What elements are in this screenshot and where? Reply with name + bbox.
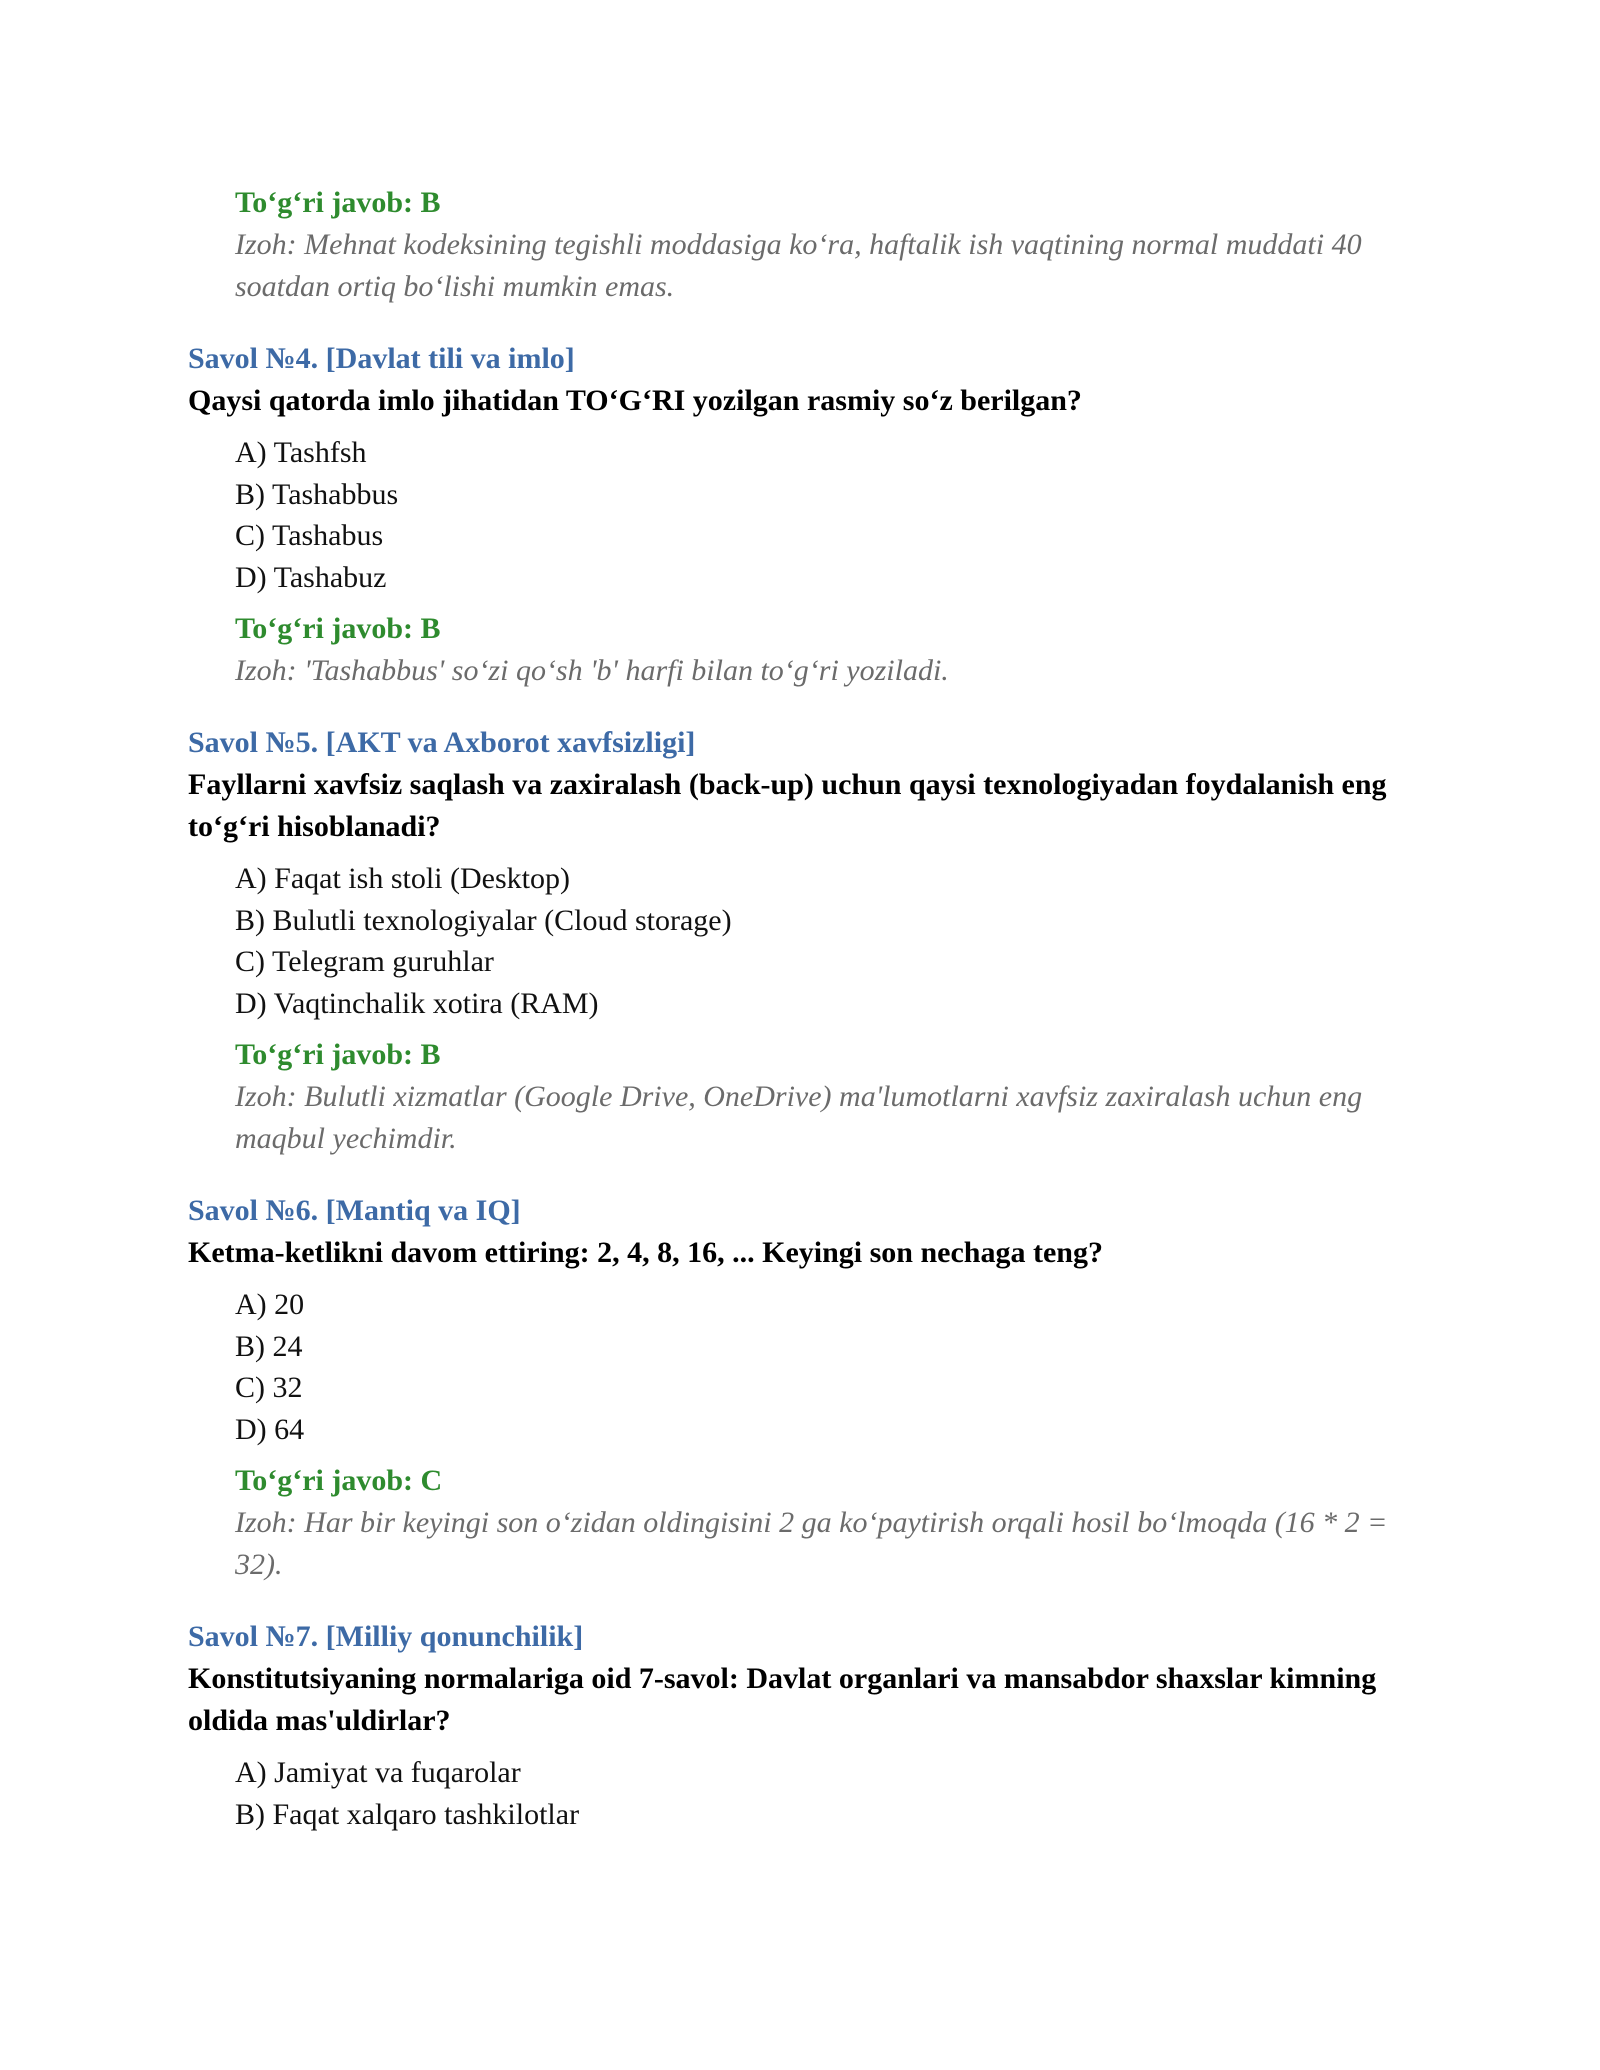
option-b: B) Tashabbus: [235, 477, 399, 511]
answer-note: Izoh: 'Tashabbus' so‘zi qo‘sh 'b' harfi bilan to‘g‘ri yoziladi.: [235, 654, 949, 687]
question-4: [188, 338, 1418, 692]
option-a: A) 20: [235, 1288, 305, 1321]
document-page: [188, 182, 1418, 1835]
option-a: A) Jamiyat va fuqarolar: [235, 1756, 521, 1789]
option-c: C) Tashabus: [235, 519, 384, 552]
question-5: [188, 722, 1418, 1160]
option-a: A) Faqat ish stoli (Desktop): [235, 862, 570, 895]
question-6: [188, 1190, 1418, 1586]
correct-answer: To‘g‘ri javob: C: [235, 1464, 443, 1497]
answer-block: [235, 608, 1418, 692]
question-heading: Savol №6. [Mantiq va IQ]: [188, 1194, 521, 1227]
options-list: [235, 1284, 1418, 1450]
option-b: B) 24: [235, 1329, 303, 1363]
options-list: [235, 858, 1418, 1024]
question-7: [188, 1616, 1418, 1835]
option-d: D) 64: [235, 1412, 305, 1446]
option-b: B) Bulutli texnologiyalar (Cloud storage): [235, 903, 732, 937]
answer-block: [235, 1460, 1418, 1586]
question-heading: Savol №7. [Milliy qonunchilik]: [188, 1620, 584, 1653]
correct-answer: To‘g‘ri javob: B: [235, 1038, 441, 1071]
option-c: C) 32: [235, 1371, 303, 1404]
option-d: D) Vaqtinchalik xotira (RAM): [235, 986, 599, 1020]
answer-block: [235, 1034, 1418, 1160]
question-text: Qaysi qatorda imlo jihatidan TO‘G‘RI yozilgan rasmiy so‘z berilgan?: [188, 384, 1082, 417]
correct-answer: To‘g‘ri javob: B: [235, 612, 441, 645]
question-heading: Savol №4. [Davlat tili va imlo]: [188, 342, 575, 375]
answer-note: Izoh: Mehnat kodeksining tegishli moddasiga ko‘ra, haftalik ish vaqtining normal muddati 40 soatdan ortiq bo‘lishi mumkin emas.: [235, 228, 1362, 303]
option-d: D) Tashabuz: [235, 560, 387, 594]
answer-block-q3: [235, 182, 1418, 308]
options-list: [235, 1752, 1418, 1835]
option-a: A) Tashfsh: [235, 436, 367, 469]
question-text: Ketma-ketlikni davom ettiring: 2, 4, 8, 16, ... Keyingi son nechaga teng?: [188, 1236, 1103, 1269]
question-heading: Savol №5. [AKT va Axborot xavfsizligi]: [188, 726, 696, 759]
answer-note: Izoh: Bulutli xizmatlar (Google Drive, OneDrive) ma'lumotlarni xavfsiz zaxiralash uchun eng maqbul yechimdir.: [235, 1080, 1363, 1155]
option-c: C) Telegram guruhlar: [235, 945, 494, 978]
question-text: Fayllarni xavfsiz saqlash va zaxiralash (back-up) uchun qaysi texnologiyadan foydalanish eng to‘g‘ri hisoblanadi?: [188, 768, 1387, 843]
question-text: Konstitutsiyaning normalariga oid 7-savol: Davlat organlari va mansabdor shaxslar kimning oldida mas'uldirlar?: [188, 1662, 1377, 1737]
option-b: B) Faqat xalqaro tashkilotlar: [235, 1797, 580, 1831]
options-list: [235, 432, 1418, 598]
answer-note: Izoh: Har bir keyingi son o‘zidan oldingisini 2 ga ko‘paytirish orqali hosil bo‘lmoqda (16 * 2 = 32).: [235, 1506, 1388, 1581]
correct-answer: To‘g‘ri javob: B: [235, 186, 441, 219]
